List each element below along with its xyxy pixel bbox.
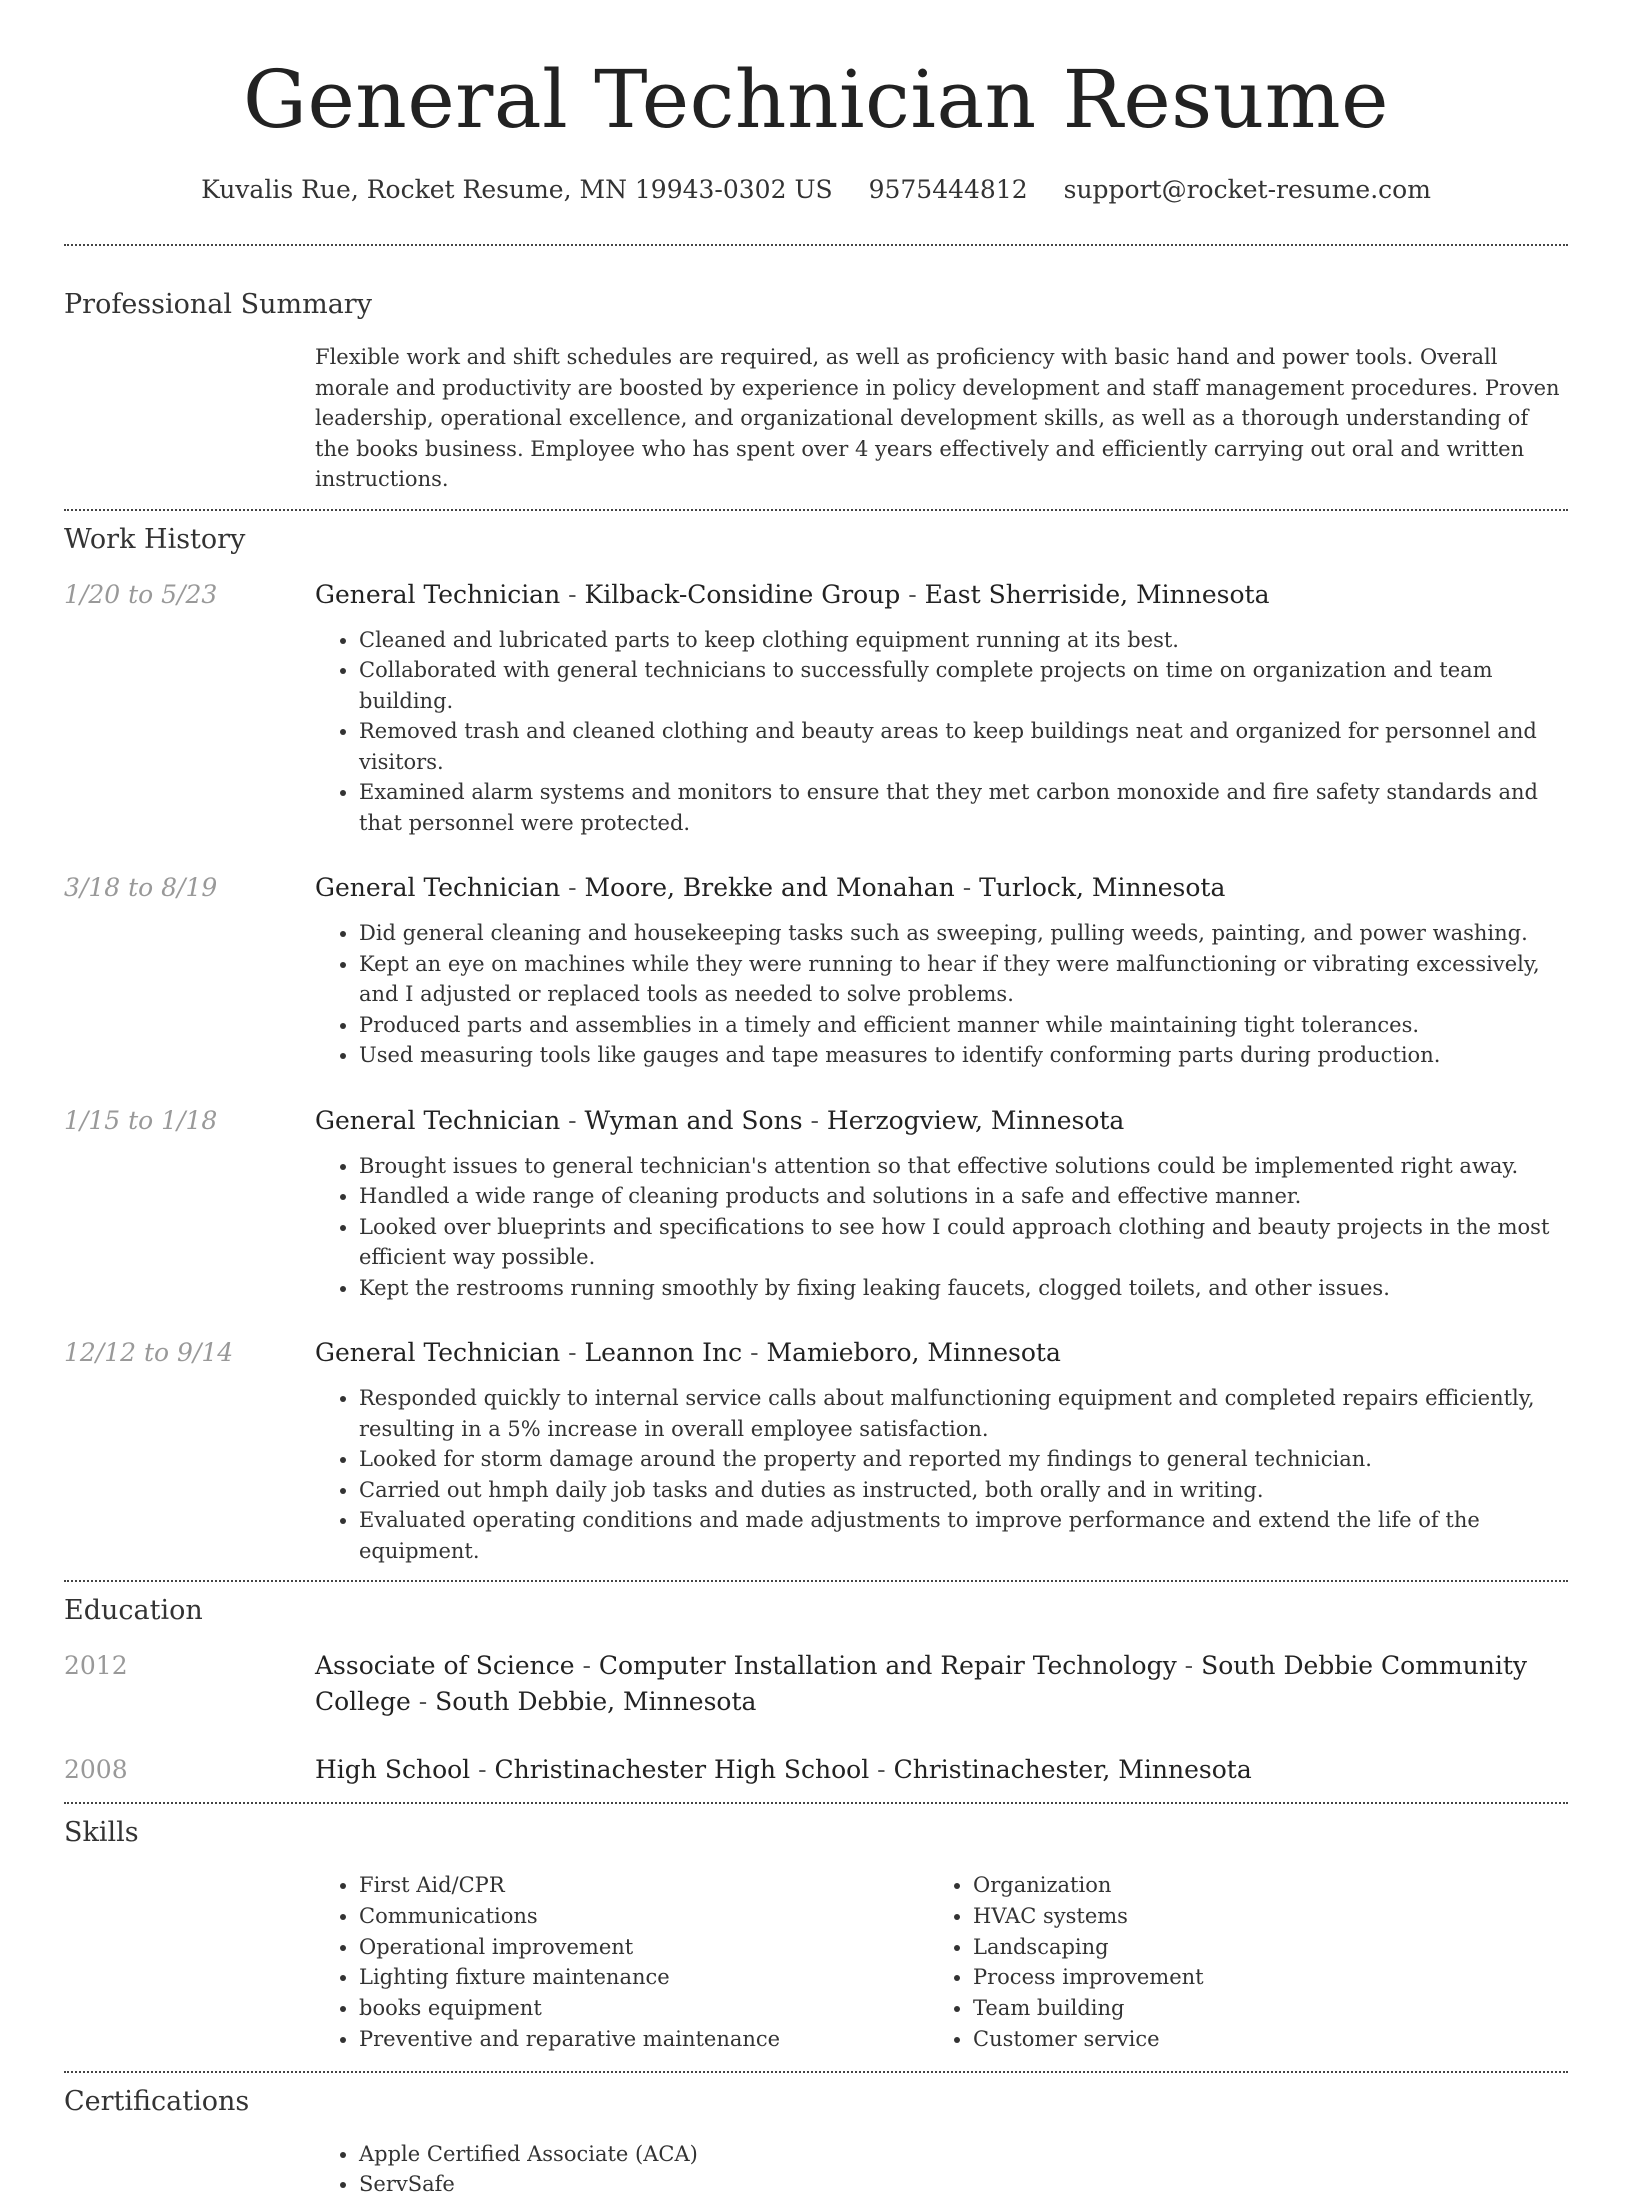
education-entry bbox=[64, 1752, 1568, 1788]
skill-item: • Preventive and reparative maintenance bbox=[359, 2024, 929, 2055]
job-entry bbox=[64, 577, 1568, 839]
job-dates: 1/15 to 1/18 bbox=[64, 1105, 218, 1135]
job-bullet: • Handled a wide range of cleaning products and solutions in a safe and effective manner. bbox=[359, 1181, 1568, 1212]
education-school: South Debbie Community College bbox=[315, 1651, 1527, 1716]
contact-email: support@rocket-resume.com bbox=[1063, 175, 1431, 204]
job-bullet: • Brought issues to general technician's attention so that effective solutions could be implemented right away. bbox=[359, 1151, 1568, 1182]
job-bullet: • Did general cleaning and housekeeping tasks such as sweeping, pulling weeds, painting, and power washing. bbox=[359, 918, 1568, 949]
skill-item: • Organization bbox=[973, 1870, 1204, 1901]
job-company: Moore, Brekke and Monahan bbox=[584, 873, 955, 902]
job-location: Turlock, Minnesota bbox=[979, 873, 1226, 902]
skills-list-left bbox=[315, 1870, 929, 2055]
role-separator: - bbox=[869, 1755, 894, 1784]
role-separator: - bbox=[560, 873, 585, 902]
role-separator: - bbox=[574, 1651, 599, 1680]
skill-item: • Landscaping bbox=[973, 1932, 1204, 1963]
skill-item: • Process improvement bbox=[973, 1962, 1204, 1993]
job-bullet: • Carried out hmph daily job tasks and duties as instructed, both orally and in writing. bbox=[359, 1475, 1568, 1506]
job-bullet: • Cleaned and lubricated parts to keep clothing equipment running at its best. bbox=[359, 625, 1568, 656]
education-heading: Education bbox=[64, 1595, 203, 1626]
job-location: East Sherriside, Minnesota bbox=[924, 579, 1270, 609]
work-history-section bbox=[64, 511, 1568, 1567]
skills-list-right bbox=[929, 1870, 1204, 2055]
job-bullets bbox=[315, 918, 1568, 1071]
job-dates: 3/18 to 8/19 bbox=[64, 873, 218, 902]
education-section bbox=[64, 1582, 1568, 1788]
summary-text: Flexible work and shift schedules are required, as well as proficiency with basic hand and power tools. Overall morale and productivity are boosted by experience in policy development and staff management procedures. Proven leadership, operational excellence, and organizational development skills, as well as a thorough understanding of the books business. Employee who has spent over 4 years effectively and efficiently carrying out oral and written instructions. bbox=[315, 345, 1560, 491]
job-bullet: • Used measuring tools like gauges and tape measures to identify conforming parts during production. bbox=[359, 1040, 1568, 1071]
summary-heading: Professional Summary bbox=[64, 289, 372, 320]
job-entry bbox=[64, 1335, 1568, 1566]
job-dates: 12/12 to 9/14 bbox=[64, 1338, 234, 1367]
role-separator: - bbox=[802, 1105, 827, 1135]
job-entry bbox=[64, 1103, 1568, 1304]
job-entry bbox=[64, 870, 1568, 1071]
skill-item: • books equipment bbox=[359, 1993, 929, 2024]
job-bullet: • Responded quickly to internal service calls about malfunctioning equipment and completed repairs efficiently, resulting in a 5% increase in overall employee satisfaction. bbox=[359, 1383, 1568, 1444]
skills-section bbox=[64, 1804, 1568, 2055]
resume-title: General Technician Resume bbox=[243, 53, 1389, 146]
education-location: South Debbie, Minnesota bbox=[435, 1687, 757, 1716]
role-separator: - bbox=[560, 1105, 585, 1135]
education-year: 2012 bbox=[64, 1651, 128, 1680]
role-separator: - bbox=[900, 579, 925, 609]
certifications-heading: Certifications bbox=[64, 2085, 250, 2117]
job-company: Kilback-Considine Group bbox=[584, 579, 901, 609]
job-bullet: • Kept the restrooms running smoothly by fixing leaking faucets, clogged toilets, and other issues. bbox=[359, 1273, 1568, 1304]
certifications-section bbox=[64, 2073, 1568, 2200]
education-year: 2008 bbox=[64, 1755, 128, 1784]
education-location: Christinachester, Minnesota bbox=[893, 1755, 1252, 1784]
job-title: General Technician bbox=[315, 579, 561, 609]
skill-item: • Communications bbox=[359, 1901, 929, 1932]
job-title: General Technician bbox=[315, 1338, 561, 1367]
job-bullet: • Produced parts and assemblies in a timely and efficient manner while maintaining tight tolerances. bbox=[359, 1010, 1568, 1041]
role-separator: - bbox=[560, 1338, 585, 1367]
education-field: Computer Installation and Repair Technology bbox=[598, 1651, 1177, 1680]
job-company: Wyman and Sons bbox=[584, 1105, 803, 1135]
job-bullet: • Looked over blueprints and specifications to see how I could approach clothing and beauty projects in the most efficient way possible. bbox=[359, 1212, 1568, 1273]
certification-item: • ServSafe bbox=[359, 2169, 1568, 2200]
role-separator: - bbox=[742, 1338, 767, 1367]
education-degree: Associate of Science bbox=[315, 1651, 575, 1680]
skill-item: • Lighting fixture maintenance bbox=[359, 1962, 929, 1993]
skill-item: • HVAC systems bbox=[973, 1901, 1204, 1932]
skill-item: • Operational improvement bbox=[359, 1932, 929, 1963]
section-divider bbox=[64, 244, 1568, 246]
contact-line bbox=[64, 174, 1568, 206]
job-company: Leannon Inc bbox=[584, 1338, 743, 1367]
job-bullets bbox=[315, 625, 1568, 839]
job-role-line bbox=[315, 1103, 1568, 1139]
skill-item: • First Aid/CPR bbox=[359, 1870, 929, 1901]
contact-phone: 9575444812 bbox=[868, 175, 1028, 204]
skill-item: • Team building bbox=[973, 1993, 1204, 2024]
job-bullet: • Collaborated with general technicians to successfully complete projects on time on organization and team building. bbox=[359, 655, 1568, 716]
role-separator: - bbox=[560, 579, 585, 609]
job-bullet: • Evaluated operating conditions and made adjustments to improve performance and extend the life of the equipment. bbox=[359, 1505, 1568, 1566]
role-separator: - bbox=[470, 1755, 495, 1784]
work-history-heading: Work History bbox=[64, 523, 246, 555]
job-title: General Technician bbox=[315, 1105, 561, 1135]
education-degree: High School bbox=[315, 1755, 471, 1784]
job-role-line bbox=[315, 870, 1568, 906]
certifications-list bbox=[315, 2139, 1568, 2200]
job-bullets bbox=[315, 1151, 1568, 1304]
job-dates: 1/20 to 5/23 bbox=[64, 579, 218, 609]
job-bullet: • Looked for storm damage around the property and reported my findings to general technician. bbox=[359, 1444, 1568, 1475]
education-line bbox=[315, 1752, 1568, 1788]
job-bullets bbox=[315, 1383, 1568, 1566]
education-line bbox=[315, 1648, 1568, 1720]
job-role-line bbox=[315, 577, 1568, 613]
job-bullet: • Kept an eye on machines while they were running to hear if they were malfunctioning or vibrating excessively, and I adjusted or replaced tools as needed to solve problems. bbox=[359, 949, 1568, 1010]
contact-address: Kuvalis Rue, Rocket Resume, MN 19943-0302 US bbox=[201, 175, 833, 204]
education-school: Christinachester High School bbox=[494, 1755, 870, 1784]
skills-columns bbox=[315, 1870, 1568, 2055]
skill-item: • Customer service bbox=[973, 2024, 1204, 2055]
job-location: Herzogview, Minnesota bbox=[826, 1105, 1125, 1135]
job-role-line bbox=[315, 1335, 1568, 1371]
certification-item: • Apple Certified Associate (ACA) bbox=[359, 2139, 1568, 2170]
role-separator: - bbox=[1176, 1651, 1202, 1680]
job-title: General Technician bbox=[315, 873, 561, 902]
skills-heading: Skills bbox=[64, 1817, 139, 1848]
job-bullet: • Removed trash and cleaned clothing and beauty areas to keep buildings neat and organized for personnel and visitors. bbox=[359, 716, 1568, 777]
education-entry bbox=[64, 1648, 1568, 1720]
role-separator: - bbox=[410, 1687, 436, 1716]
job-bullet: • Examined alarm systems and monitors to ensure that they met carbon monoxide and fire safety standards and that personnel were protected. bbox=[359, 777, 1568, 838]
job-location: Mamieboro, Minnesota bbox=[766, 1338, 1061, 1367]
role-separator: - bbox=[954, 873, 980, 902]
